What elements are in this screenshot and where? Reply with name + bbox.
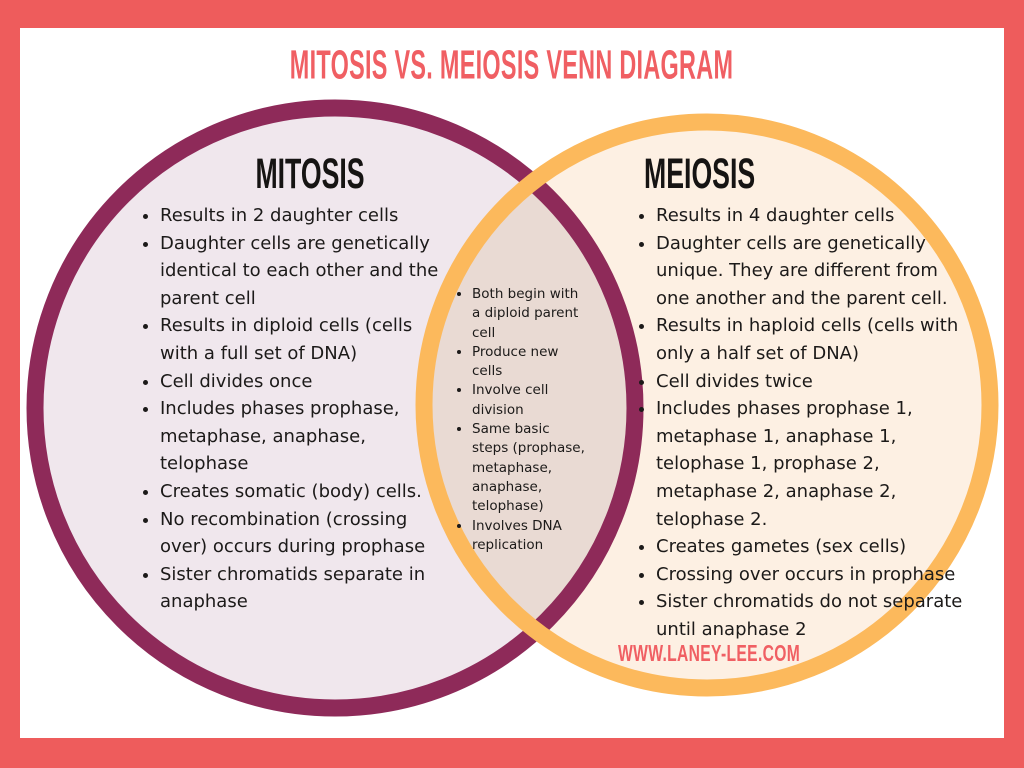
mitosis-heading (160, 150, 460, 199)
list-item: • Both begin with a diploid parent cell (472, 285, 588, 343)
list-item: • Involve cell division (472, 381, 588, 420)
list-item: • Daughter cells are genetically unique. They are different from one another and the parent cell. (656, 230, 976, 313)
list-item: • Sister chromatids do not separate until anaphase 2 (656, 588, 976, 643)
page-title-text: MITOSIS VS. MEIOSIS VENN DIAGRAM (290, 42, 734, 89)
list-item: • Results in haploid cells (cells with only a half set of DNA) (656, 312, 976, 367)
watermark (618, 640, 886, 667)
list-item: • Crossing over occurs in prophase (656, 561, 976, 589)
list-item: • Results in 4 daughter cells (656, 202, 976, 230)
meiosis-list (634, 202, 976, 644)
list-item: • Creates gametes (sex cells) (656, 533, 976, 561)
mitosis-list (138, 202, 450, 616)
overlap-list (456, 285, 588, 555)
list-item: • Includes phases prophase 1, metaphase 1, anaphase 1, telophase 1, prophase 2, metaphase 2, anaphase 2, telophase 2. (656, 395, 976, 533)
list-item: • Cell divides once (160, 368, 450, 396)
list-item: • No recombination (crossing over) occurs during prophase (160, 506, 450, 561)
list-item: • Creates somatic (body) cells. (160, 478, 450, 506)
meiosis-heading-text: MEIOSIS (644, 150, 756, 198)
list-item: • Results in 2 daughter cells (160, 202, 450, 230)
list-item: • Produce new cells (472, 343, 588, 382)
list-item: • Same basic steps (prophase, metaphase, anaphase, telophase) (472, 420, 588, 516)
list-item: • Sister chromatids separate in anaphase (160, 561, 450, 616)
list-item: • Cell divides twice (656, 368, 976, 396)
list-item: • Results in diploid cells (cells with a full set of DNA) (160, 312, 450, 367)
mitosis-heading-text: MITOSIS (255, 150, 365, 198)
list-item: • Daughter cells are genetically identical to each other and the parent cell (160, 230, 450, 313)
meiosis-heading (600, 150, 800, 199)
watermark-text: WWW.LANEY-LEE.COM (618, 640, 801, 666)
list-item: • Involves DNA replication (472, 517, 588, 556)
list-item: • Includes phases prophase, metaphase, anaphase, telophase (160, 395, 450, 478)
